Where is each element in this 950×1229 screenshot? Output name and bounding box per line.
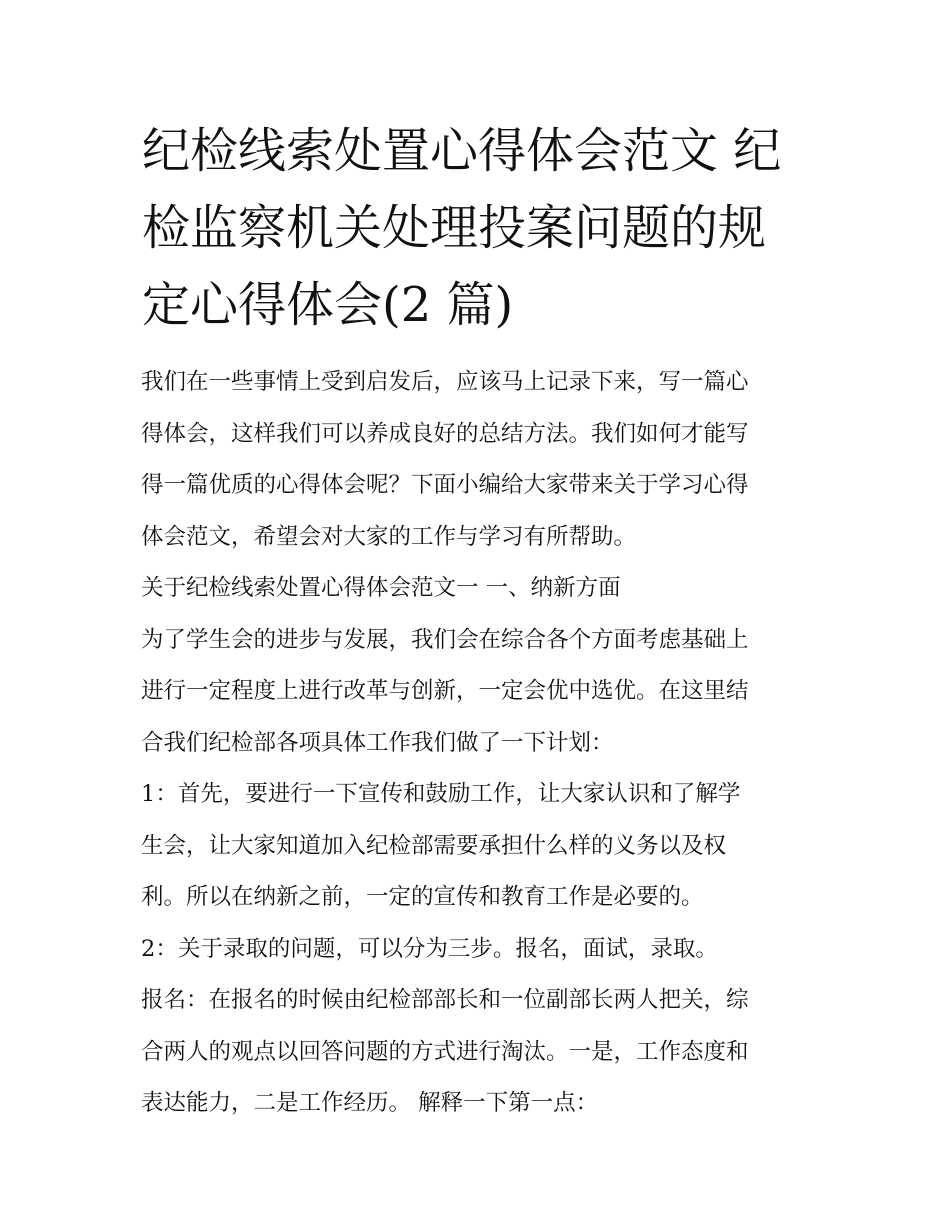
paragraph-step-2: 2：关于录取的问题，可以分为三步。报名，面试，录取。 — [141, 935, 718, 962]
paragraph-plan: 为了学生会的进步与发展，我们会在综合各个方面考虑基础上 进行一定程度上进行改革与创新，一定会优中选优。在这里结 合我们纪检部各项具体工作我们做了一下计划： — [141, 626, 749, 756]
paragraph-registration: 报名：在报名的时候由纪检部部长和一位副部长两人把关，综 合两人的观点以回答问题的方式进行淘汰。一是，工作态度和 表达能力，二是工作经历。 解释一下第一点： — [141, 987, 749, 1116]
paragraph-section-heading: 关于纪检线索处置心得体会范文一 一、纳新方面 — [141, 575, 621, 601]
document-title: 纪检线索处置心得体会范文 纪 检监察机关处理投案问题的规 定心得体会(2 篇) — [142, 123, 782, 333]
paragraph-step-1: 1：首先，要进行一下宣传和鼓励工作，让大家认识和了解学 生会，让大家知道加入纪检部需要承担什么样的义务以及权 利。所以在纳新之前，一定的宣传和教育工作是必要的。 — [141, 781, 741, 910]
document-body — [141, 357, 821, 1130]
paragraph-intro: 我们在一些事情上受到启发后，应该马上记录下来，写一篇心 得体会，这样我们可以养成良好的总结方法。我们如何才能写 得一篇优质的心得体会呢？下面小编给大家带来关于学习心得 体会范文，希望会对大家的工作与学习有所帮助。 — [141, 369, 749, 550]
